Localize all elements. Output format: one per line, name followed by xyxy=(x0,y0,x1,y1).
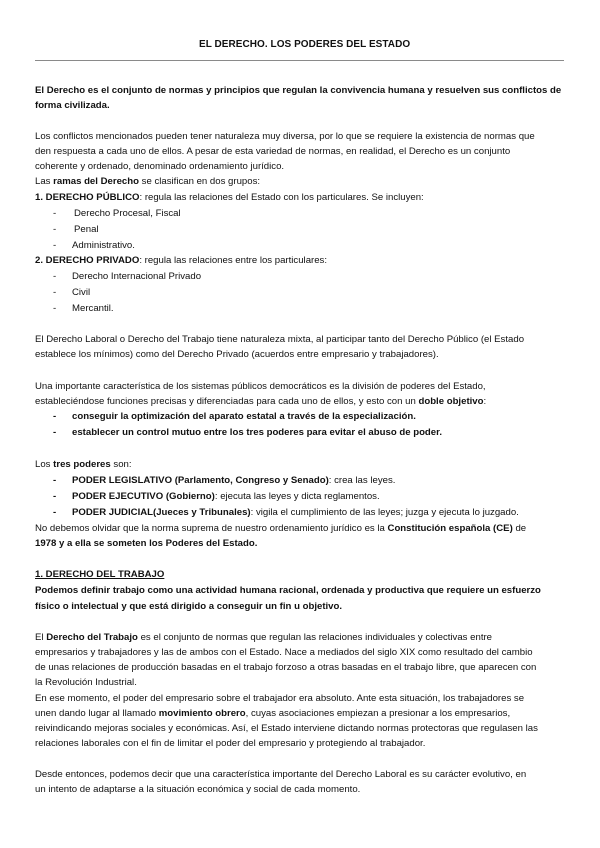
derecho-publico-heading: 1. DERECHO PÚBLICO: regula las relaciones del Estado con los particulares. Se incluyen: xyxy=(35,192,424,203)
division-line-2: estableciéndose funciones precisas y diferenciadas para cada uno de ellos, y esto con un doble objetivo: xyxy=(35,396,487,407)
list-item: Administrativo. xyxy=(72,240,135,251)
derecho-privado-heading: 2. DERECHO PRIVADO: regula las relaciones entre los particulares: xyxy=(35,255,328,266)
objective-item: establecer un control mutuo entre los tres poderes para evitar el abuso de poder. xyxy=(72,427,442,438)
list-bullet: - xyxy=(53,475,57,486)
intro-line-2: forma civilizada. xyxy=(35,100,110,111)
list-item: Penal xyxy=(74,224,99,235)
list-bullet: - xyxy=(53,208,57,219)
section-heading-trabajo: 1. DERECHO DEL TRABAJO xyxy=(35,569,165,580)
list-bullet: - xyxy=(53,287,57,298)
list-bullet: - xyxy=(53,411,57,422)
trabajo-para-line-6: unen dando lugar al llamado movimiento obrero, cuyas asociaciones empiezan a presionar a los empresarios, xyxy=(35,708,511,719)
intro-line-1: El Derecho es el conjunto de normas y principios que regulan la convivencia humana y resuelven sus conflictos de xyxy=(35,85,562,96)
list-bullet: - xyxy=(53,507,57,518)
trabajo-para-line-5: En ese momento, el poder del empresario sobre el trabajador era absoluto. Ante esta situación, los trabajadores se xyxy=(35,693,525,704)
objective-item: conseguir la optimización del aparato estatal a través de la especialización. xyxy=(72,411,416,422)
trabajo-definition-line-1: Podemos definir trabajo como una actividad humana racional, ordenada y productiva que requiere un esfuerzo xyxy=(35,585,541,596)
poderes-intro: Los tres poderes son: xyxy=(35,459,132,470)
para1-line-2: den respuesta a cada uno de ellos. A pesar de esta variedad de normas, en realidad, el Derecho es un conjunto xyxy=(35,146,511,157)
poder-item: PODER JUDICIAL(Jueces y Tribunales): vigila el cumplimiento de las leyes; juzga y ejecuta lo juzgado. xyxy=(72,507,519,518)
page-title: EL DERECHO. LOS PODERES DEL ESTADO xyxy=(199,39,411,50)
para1-line-3: coherente y ordenado, denominado ordenamiento jurídico. xyxy=(35,161,285,172)
division-line-1: Una importante característica de los sistemas públicos democráticos es la división de poderes del Estado, xyxy=(35,381,486,392)
list-item: Mercantil. xyxy=(72,303,114,314)
trabajo-para-line-10: un intento de adaptarse a la situación económica y social de cada momento. xyxy=(35,784,361,795)
trabajo-para-line-3: de unas relaciones de producción basadas en el trabajo forzoso a otras basadas en el trabajo libre, que aparecen con xyxy=(35,662,537,673)
list-bullet: - xyxy=(53,271,57,282)
poder-item: PODER EJECUTIVO (Gobierno): ejecuta las leyes y dicta reglamentos. xyxy=(72,491,380,502)
list-bullet: - xyxy=(53,491,57,502)
list-item: Civil xyxy=(72,287,91,298)
list-bullet: - xyxy=(53,240,57,251)
trabajo-para-line-1: El Derecho del Trabajo es el conjunto de normas que regulan las relaciones individuales y colectivas entre xyxy=(35,632,493,643)
trabajo-para-line-8: relaciones laborales con el fin de limitar el poder del empresario y protegiendo al trabajador. xyxy=(35,738,426,749)
list-item: Derecho Internacional Privado xyxy=(72,271,202,282)
trabajo-para-line-7: reivindicando mejoras sociales y económicas. Así, el Estado interviene dictando normas protectoras que regulasen las xyxy=(35,723,538,734)
title-divider xyxy=(35,60,564,61)
list-bullet: - xyxy=(53,303,57,314)
trabajo-para-line-9: Desde entonces, podemos decir que una característica importante del Derecho Laboral es su carácter evolutivo, en xyxy=(35,769,527,780)
para1-line-1: Los conflictos mencionados pueden tener naturaleza muy diversa, por lo que se requiere la existencia de normas que xyxy=(35,131,535,142)
trabajo-definition-line-2: físico o intelectual y que está dirigido a conseguir un fin u objetivo. xyxy=(35,601,343,612)
list-item: Derecho Procesal, Fiscal xyxy=(74,208,181,219)
trabajo-para-line-4: la Revolución Industrial. xyxy=(35,677,137,688)
para1-line-4: Las ramas del Derecho se clasifican en dos grupos: xyxy=(35,176,261,187)
poder-item: PODER LEGISLATIVO (Parlamento, Congreso y Senado): crea las leyes. xyxy=(72,475,396,486)
laboral-line-1: El Derecho Laboral o Derecho del Trabajo tiene naturaleza mixta, al participar tanto del Derecho Público (el Estado xyxy=(35,334,525,345)
trabajo-para-line-2: empresarios y trabajadores y las de ambos con el Estado. Nace a mediados del siglo XIX como resultado del cambio xyxy=(35,647,533,658)
list-bullet: - xyxy=(53,427,57,438)
laboral-line-2: establece los mínimos) como del Derecho Privado (acuerdos entre empresario y trabajadores). xyxy=(35,349,439,360)
constitucion-line-1: No debemos olvidar que la norma suprema de nuestro ordenamiento jurídico es la Constitución española (CE) de xyxy=(35,523,527,534)
constitucion-line-2: 1978 y a ella se someten los Poderes del Estado. xyxy=(35,538,258,549)
list-bullet: - xyxy=(53,224,57,235)
